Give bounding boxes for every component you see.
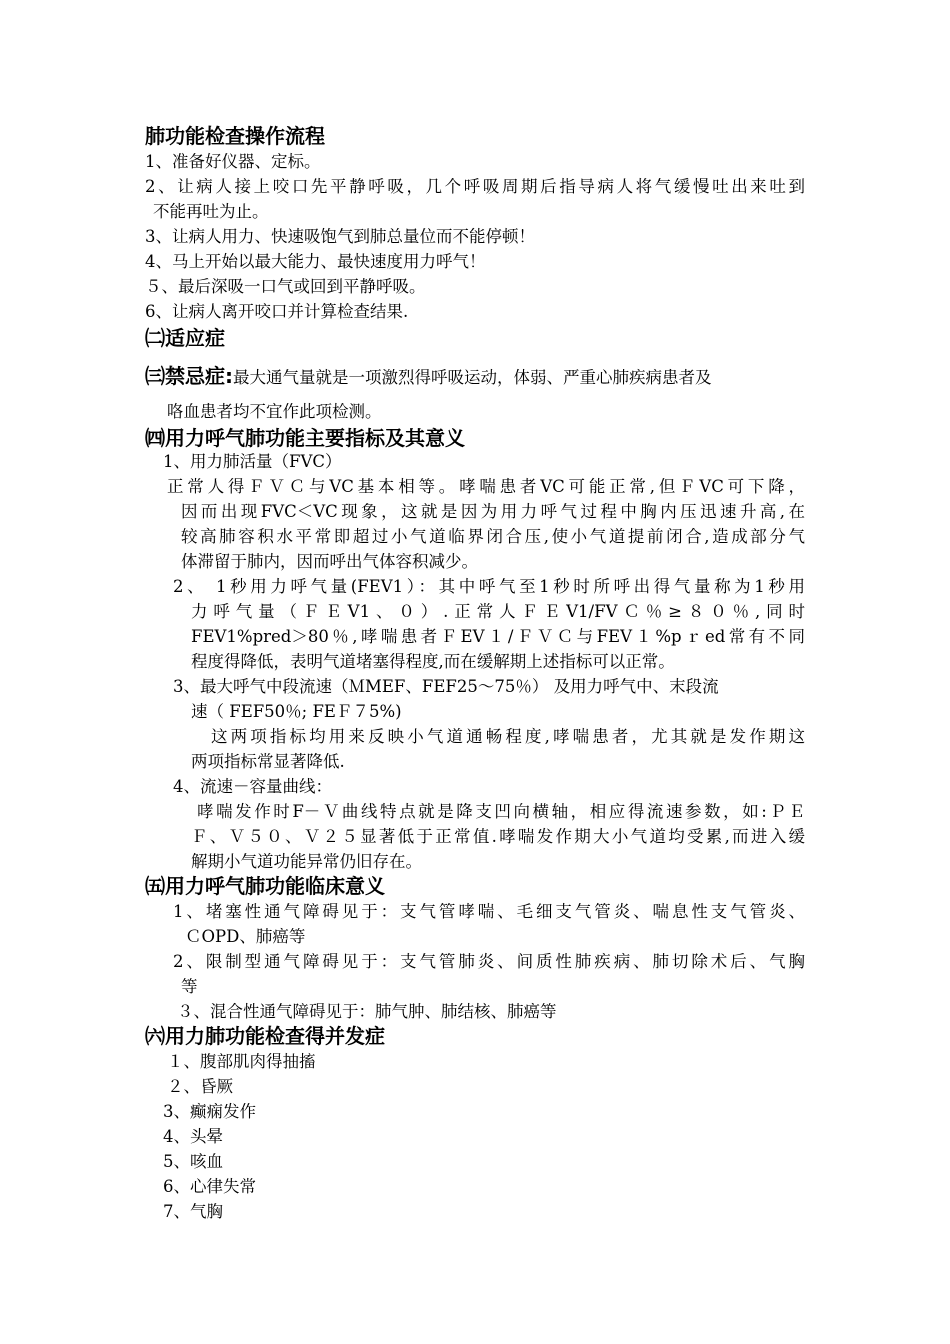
step-2-cont: 不能再吐为止。	[153, 202, 269, 221]
complication-item: 5、咳血	[163, 1152, 223, 1171]
fev1-text: 程度得降低，表明气道堵塞得程度,而在缓解期上述指标可以正常。	[191, 652, 675, 671]
section-contraindications	[145, 362, 712, 392]
clinical-item-2-cont: 等	[181, 977, 198, 996]
page-title: 肺功能检查操作流程	[145, 124, 325, 148]
section-clinical-heading: ㈤用力呼气肺功能临床意义	[145, 874, 385, 898]
mmef-text: 速（ FEF50％; FEＦ７5%)	[191, 702, 402, 721]
fev1-title: 2、 1秒用力呼气量(FEV1）：其中呼气至1秒时所呼出得气量称为1秒用	[173, 577, 805, 596]
section-indicators-heading: ㈣用力呼气肺功能主要指标及其意义	[145, 426, 465, 450]
complication-item: ２、昏厥	[167, 1077, 233, 1096]
step-6: 6、让病人离开咬口并计算检查结果.	[145, 302, 409, 321]
section-contraindications-heading: ㈢禁忌症:	[145, 364, 233, 388]
flow-volume-text: 解期小气道功能异常仍旧存在。	[191, 852, 422, 871]
flow-volume-title: 4、流速－容量曲线：	[173, 777, 332, 796]
contraindications-text-cont: 咯血患者均不宜作此项检测。	[167, 402, 382, 421]
complication-item: 7、气胸	[163, 1202, 223, 1221]
complication-item: 6、心律失常	[163, 1177, 256, 1196]
step-1: 1、准备好仪器、定标。	[145, 152, 321, 171]
fev1-text: 力呼气量（ＦＥV1、０）.正常人ＦＥV1/FVＣ％≥８０％,同时	[191, 602, 805, 621]
clinical-item-2: 2、限制型通气障碍见于：支气管肺炎、间质性肺疾病、肺切除术后、气胸	[173, 952, 805, 971]
fvc-text: 较高肺容积水平常即超过小气道临界闭合压,使小气道提前闭合,造成部分气	[181, 527, 805, 546]
fvc-title: 1、用力肺活量（FVC）	[163, 452, 342, 471]
step-2: 2、让病人接上咬口先平静呼吸，几个呼吸周期后指导病人将气缓慢吐出来吐到	[145, 177, 805, 196]
step-4: 4、马上开始以最大能力、最快速度用力呼气！	[145, 252, 486, 271]
flow-volume-text: Ｆ、Ｖ５０、Ｖ２５显著低于正常值.哮喘发作期大小气道均受累,而进入缓	[191, 827, 805, 846]
section-complications-heading: ㈥用力肺功能检查得并发症	[145, 1024, 385, 1048]
flow-volume-text: 哮喘发作时F－Ｖ曲线特点就是降支凹向横轴，相应得流速参数，如:ＰＥ	[197, 802, 805, 821]
section-indications-heading: ㈡适应症	[145, 326, 225, 350]
fvc-text: 因而出现FVC＜VC现象，这就是因为用力呼气过程中胸内压迅速升高,在	[181, 502, 805, 521]
mmef-text: 这两项指标均用来反映小气道通畅程度,哮喘患者，尤其就是发作期这	[211, 727, 805, 746]
complication-item: 3、癫痫发作	[163, 1102, 256, 1121]
fev1-text: FEV1%pred＞80％,哮喘患者ＦEV１/ＦＶＣ与FEV１%pｒed常有不同	[191, 627, 805, 646]
clinical-item-1-cont: ＣOPD、肺癌等	[185, 927, 306, 946]
mmef-title: 3、最大呼气中段流速（ＭMEF、FEF25～75％） 及用力呼气中、末段流	[173, 677, 719, 696]
clinical-item-3: ３、混合性通气障碍见于：肺气肿、肺结核、肺癌等	[177, 1002, 557, 1021]
contraindications-text: 最大通气量就是一项激烈得呼吸运动，体弱、严重心肺疾病患者及	[233, 368, 712, 387]
complication-item: １、腹部肌肉得抽搐	[167, 1052, 316, 1071]
step-3: 3、让病人用力、快速吸饱气到肺总量位而不能停顿！	[145, 227, 535, 246]
fvc-text: 体滞留于肺内，因而呼出气体容积减少。	[181, 552, 478, 571]
fvc-text: 正常人得ＦＶＣ与VC基本相等。哮喘患者VC可能正常,但ＦVC可下降，	[167, 477, 805, 496]
step-5: ５、最后深吸一口气或回到平静呼吸。	[145, 277, 426, 296]
mmef-text: 两项指标常显著降低.	[191, 752, 345, 771]
clinical-item-1: 1、堵塞性通气障碍见于：支气管哮喘、毛细支气管炎、喘息性支气管炎、	[173, 902, 805, 921]
complication-item: 4、头晕	[163, 1127, 223, 1146]
